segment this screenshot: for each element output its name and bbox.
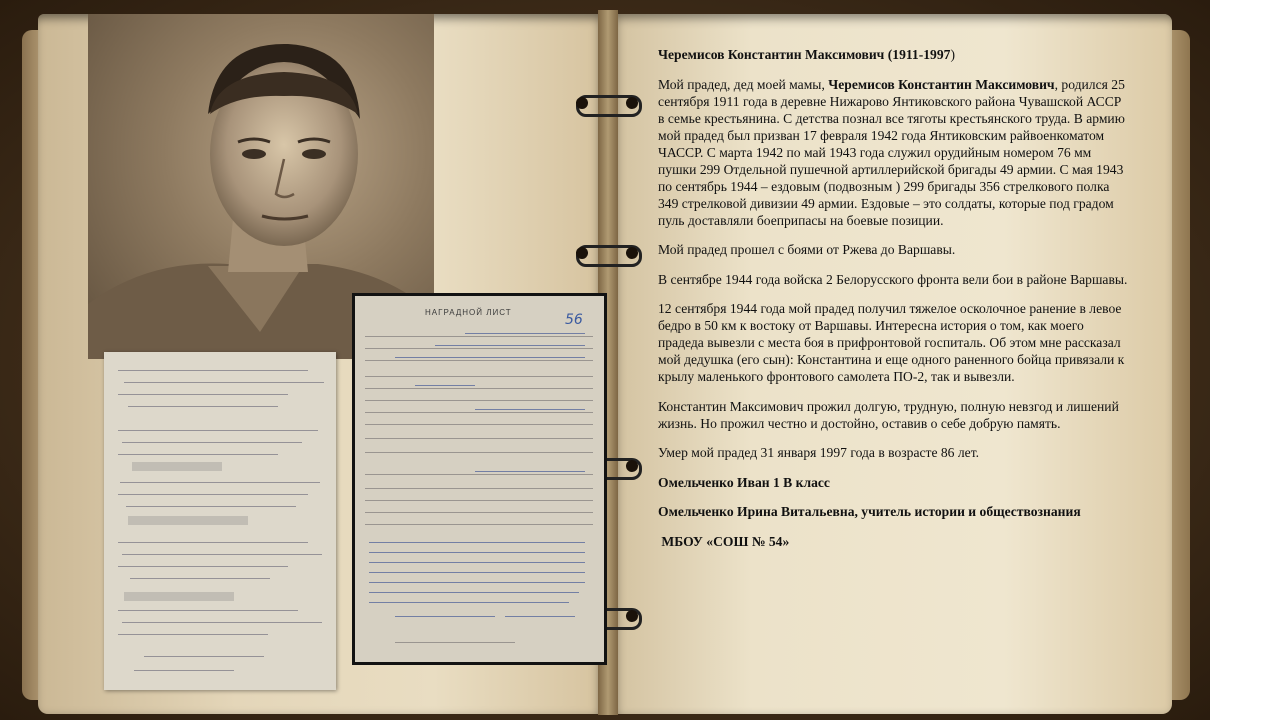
paragraph-birth-rest: , родился 25 сентября 1911 года в деревне Нижарово Янтиковского района Чувашской АССР в семье крестьянина. С детства познал все тяготы крестьянского труда. В армию мой прадед был призван 17 февраля 1942 года Янтиковским райвоенкоматом ЧАССР. С марта 1942 по май 1943 года служил орудийным номером 76 мм пушки 299 Отдельной пушечной артиллерийской бригады 49 армии. С мая 1943 по сентябрь 1944 – ездовым (подвозным ) 299 бригады 356 стрелкового полка 349 стрелковой дивизии 49 армии. Ездовые – это солдаты, которые под градом пуль доставляли боеприпасы на боевые позиции. bbox=[658, 76, 1125, 228]
paragraph-birth bbox=[658, 76, 1128, 229]
binder-ring bbox=[576, 95, 642, 113]
paragraph-birth-name: Черемисов Константин Максимович bbox=[828, 76, 1055, 92]
credit-school: МБОУ «СОШ № 54» bbox=[658, 533, 790, 549]
biography-title bbox=[658, 46, 1128, 63]
award-sheet-document bbox=[352, 293, 607, 665]
credit-student: Омельченко Иван 1 В класс bbox=[658, 474, 830, 490]
biography-text bbox=[658, 46, 1128, 562]
paragraph-rzhev: Мой прадед прошел с боями от Ржева до Варшавы. bbox=[658, 242, 956, 257]
biography-title-text: Черемисов Константин Максимович (1911-1997 bbox=[658, 47, 951, 62]
award-sheet-title: НАГРАДНОЙ ЛИСТ bbox=[425, 308, 512, 317]
binder-ring bbox=[576, 245, 642, 263]
award-sheet-number: 56 bbox=[565, 312, 583, 328]
paragraph-birth-lead: Мой прадед, дед моей мамы, bbox=[658, 76, 829, 92]
handwritten-document bbox=[104, 352, 336, 690]
credit-teacher: Омельченко Ирина Витальевна, учитель истории и обществознания bbox=[658, 504, 1081, 519]
paragraph-warsaw: В сентябре 1944 года войска 2 Белорусского фронта вели бои в районе Варшавы. bbox=[658, 271, 1128, 287]
biography-title-closing: ) bbox=[950, 47, 955, 62]
paragraph-death: Умер мой прадед 31 января 1997 года в возрасте 86 лет. bbox=[658, 445, 980, 460]
paragraph-wound: 12 сентября 1944 года мой прадед получил тяжелое осколочное ранение в левое бедро в 50 км к востоку от Варшавы. Интересна история о том, как моего прадеда вывезли с места боя в прифронтовой госпиталь. Об этом мне рассказал мой дедушка (его сын): Константина и еще одного раненного бойца привязали к крылу маленького фронтового самолета ПО-2, так и вывезли. bbox=[658, 301, 1125, 384]
paragraph-life: Константин Максимович прожил долгую, трудную, полную невзгод и лишений жизнь. Но прожил честно и достойно, оставив о себе добрую память. bbox=[658, 398, 1119, 431]
